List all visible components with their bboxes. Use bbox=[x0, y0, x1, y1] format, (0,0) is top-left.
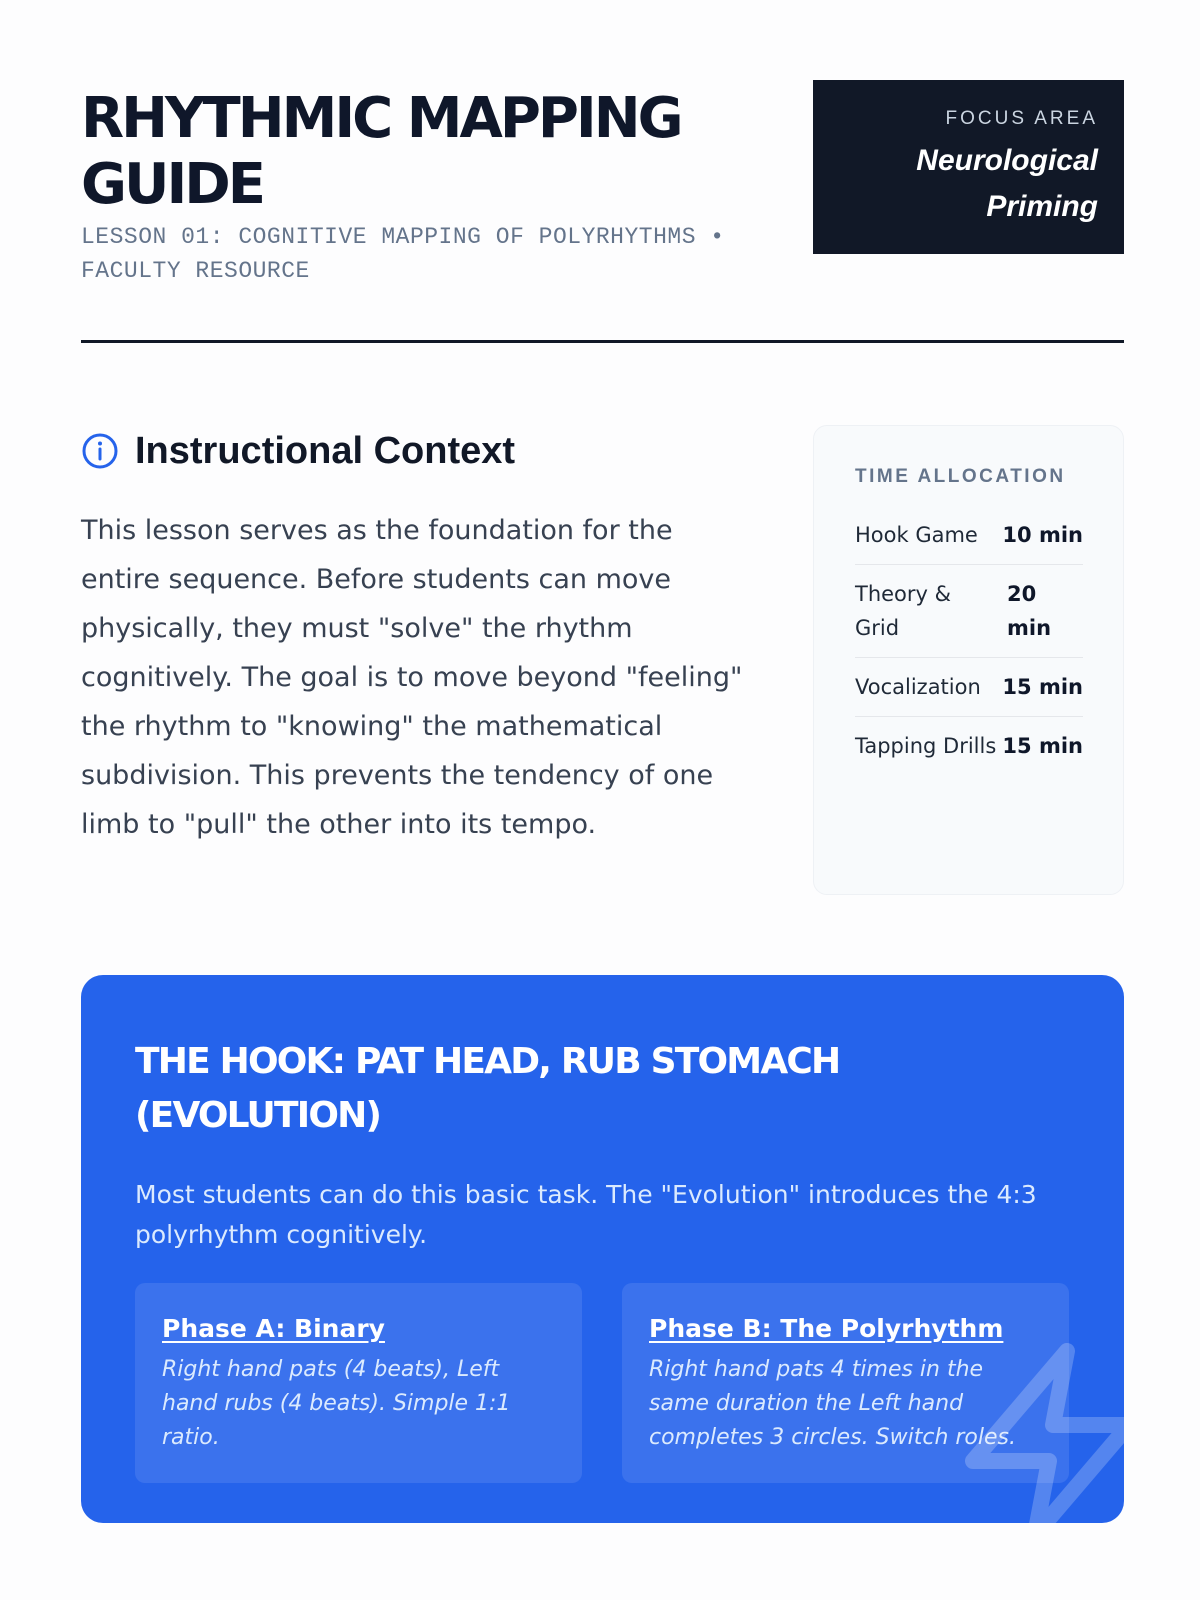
focus-area-label: FOCUS AREA bbox=[945, 108, 1098, 129]
time-row-name: Vocalization bbox=[855, 675, 981, 699]
instructional-context-section bbox=[81, 428, 751, 849]
time-row-hook-game bbox=[855, 506, 1083, 565]
header-divider bbox=[81, 340, 1124, 343]
page-header bbox=[81, 80, 1124, 340]
time-row-value: 20 min bbox=[1007, 582, 1052, 640]
context-title: Instructional Context bbox=[135, 429, 516, 472]
context-body: This lesson serves as the foundation for the entire sequence. Before students can move physically, they must "solve" the rhythm cognitively. The goal is to move beyond "feeling" the rhythm to "knowing" the mathematical subdivision. This prevents the tendency of one limb to "pull" the other into its tempo. bbox=[81, 515, 743, 840]
focus-area-value: Neurological Priming bbox=[916, 144, 1098, 223]
time-row-vocalization bbox=[855, 658, 1083, 717]
time-row-value: 15 min bbox=[1002, 675, 1083, 699]
lesson-subtitle: LESSON 01: COGNITIVE MAPPING OF POLYRHYTHMS • FACULTY RESOURCE bbox=[81, 224, 725, 284]
phase-text: Right hand pats 4 times in the same duration the Left hand completes 3 circles. Switch roles. bbox=[649, 1357, 1016, 1450]
time-allocation-card bbox=[813, 425, 1124, 895]
phase-card-a bbox=[135, 1283, 582, 1483]
hook-description: Most students can do this basic task. The "Evolution" introduces the 4:3 polyrhythm cognitively. bbox=[135, 1180, 1037, 1249]
page-title: RHYTHMIC MAPPING GUIDE bbox=[81, 86, 681, 217]
focus-area-box bbox=[813, 80, 1124, 254]
phase-title: Phase B: The Polyrhythm bbox=[649, 1314, 1004, 1343]
time-row-name: Theory & Grid bbox=[855, 582, 952, 640]
time-row-theory-grid bbox=[855, 565, 1083, 658]
time-allocation-list bbox=[855, 506, 1083, 775]
info-icon bbox=[81, 432, 119, 470]
hook-title: THE HOOK: PAT HEAD, RUB STOMACH (EVOLUTION) bbox=[135, 1041, 840, 1136]
time-allocation-label: TIME ALLOCATION bbox=[855, 466, 1066, 487]
time-row-value: 15 min bbox=[1002, 734, 1083, 758]
time-row-tapping-drills bbox=[855, 717, 1083, 775]
hook-panel bbox=[81, 975, 1124, 1523]
time-row-value: 10 min bbox=[1002, 523, 1083, 547]
phase-title: Phase A: Binary bbox=[162, 1314, 385, 1343]
context-heading bbox=[81, 428, 751, 474]
phase-card-b bbox=[622, 1283, 1069, 1483]
phase-cards bbox=[135, 1283, 1070, 1483]
time-row-name: Tapping Drills bbox=[855, 734, 997, 758]
time-row-name: Hook Game bbox=[855, 523, 978, 547]
phase-text: Right hand pats (4 beats), Left hand rubs (4 beats). Simple 1:1 ratio. bbox=[162, 1357, 511, 1450]
